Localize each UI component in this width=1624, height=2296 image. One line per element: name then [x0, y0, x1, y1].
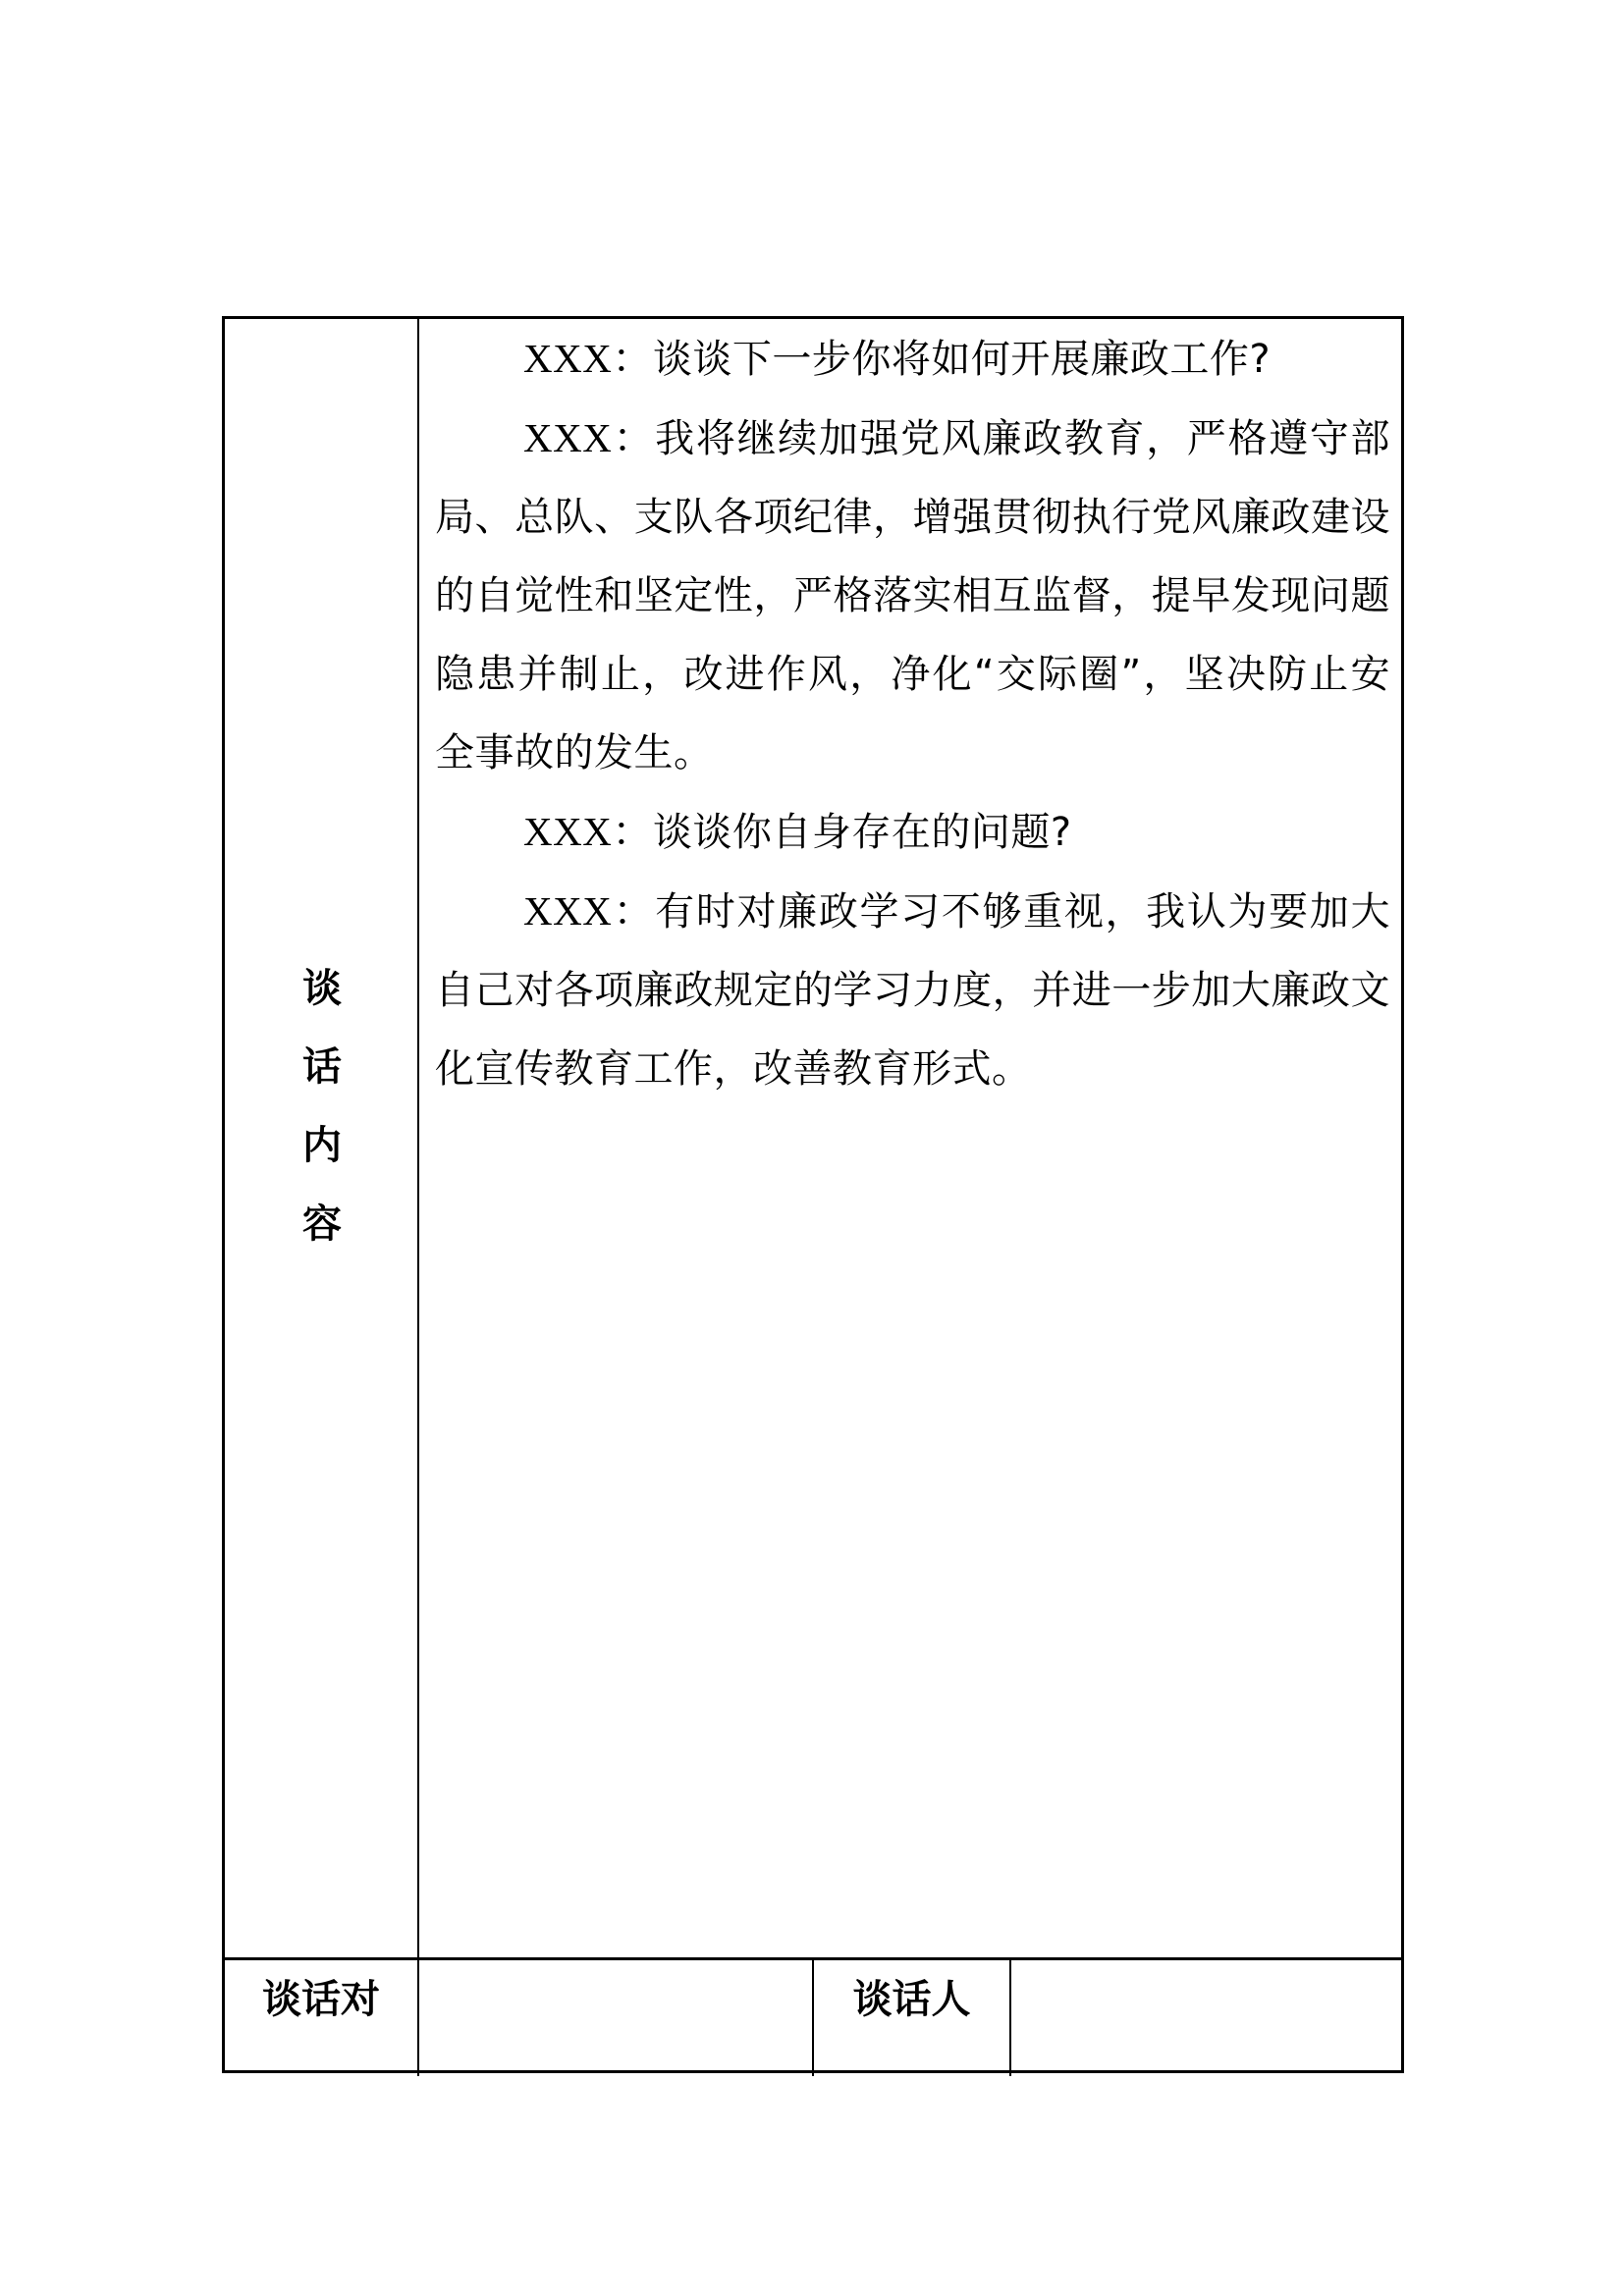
interviewee-value-cell[interactable]	[419, 1960, 812, 2070]
conversation-record-table	[222, 316, 1404, 2073]
paragraph	[435, 319, 1390, 399]
content-label-char: 话	[302, 1044, 342, 1090]
paragraph	[435, 399, 1390, 792]
paragraph-text: 我将继续加强党风廉政教育，严格遵守部局、总队、支队各项纪律，增强贯彻执行党风廉政建设的自觉性和坚定性，严格落实相互监督，提早发现问题隐患并制止，改进作风，净化“交际圈”，坚决防止安全事故的发生。	[435, 416, 1391, 775]
interviewer-label: 谈话人	[852, 1977, 971, 2022]
speaker-label: XXX：	[523, 809, 653, 854]
column-divider	[417, 319, 419, 1958]
paragraph-text: 有时对廉政学习不够重视，我认为要加大自己对各项廉政规定的学习力度，并进一步加大廉政文化宣传教育工作，改善教育形式。	[435, 889, 1391, 1092]
speaker-label: XXX：	[523, 888, 656, 934]
paragraph-text: 谈谈你自身存在的问题?	[652, 810, 1072, 855]
content-label-cell	[225, 319, 419, 1958]
interviewer-value-cell[interactable]	[1011, 1960, 1401, 2070]
conversation-content-cell	[419, 319, 1404, 1958]
content-label-char: 容	[302, 1201, 342, 1247]
content-label	[225, 949, 419, 1263]
content-label-char: 内	[302, 1123, 342, 1168]
paragraph	[435, 872, 1390, 1108]
speaker-label: XXX：	[523, 336, 653, 381]
content-label-char: 谈	[302, 966, 342, 1011]
paragraph-text: 谈谈下一步你将如何开展廉政工作?	[652, 337, 1272, 382]
paragraph	[435, 792, 1390, 872]
interviewee-label: 谈话对	[262, 1977, 380, 2022]
speaker-label: XXX：	[523, 415, 656, 460]
